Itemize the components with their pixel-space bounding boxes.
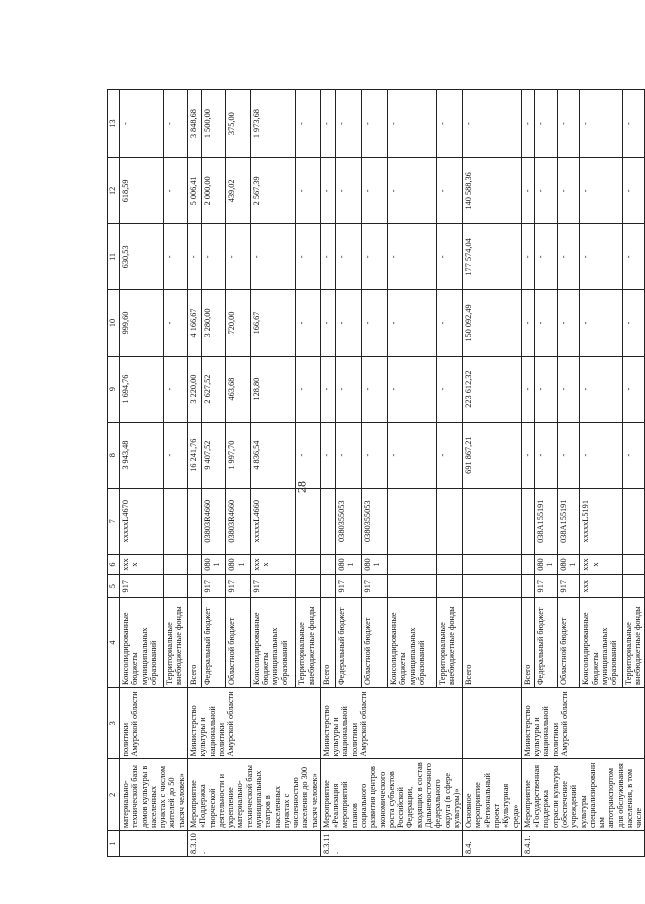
value-cell-c8: 3 943,48 [120,422,164,488]
value-cell-c10: - [388,290,437,356]
value-cell-c7 [463,488,522,554]
header-cell: 11 [108,224,120,290]
value-cell-c13: - [296,90,321,158]
value-cell-c11: - [622,224,645,290]
value-cell-c5 [622,575,645,598]
value-cell-c8: 1 997,70 [226,422,250,488]
value-cell-c11: - [557,224,580,290]
value-cell-c5 [521,575,534,598]
header-cell: 3 [108,688,120,760]
value-cell-c12: - [580,158,622,224]
value-cell-c5 [164,575,188,598]
value-cell-c7: xxxxxL5191 [580,488,622,554]
header-cell: 7 [108,488,120,554]
value-cell-c10: - [580,290,622,356]
value-cell-c11: - [534,224,557,290]
value-cell-c9: 1 694,76 [120,356,164,422]
value-cell-c5: 917 [557,575,580,598]
value-cell-c11: - [436,224,462,290]
value-cell-c13: - [388,90,437,158]
value-cell-c10: - [296,290,321,356]
value-cell-c11: - [296,224,321,290]
value-cell-c5: 917 [534,575,557,598]
value-cell-c6 [296,554,321,575]
rotated-table-container [107,89,644,857]
value-cell-c7: 038A155191 [534,488,557,554]
value-cell-c8: - [580,422,622,488]
value-cell-c9: - [534,356,557,422]
value-cell-c10: - [534,290,557,356]
value-cell-c8: - [320,422,335,488]
value-cell-c12: 5 006,41 [187,158,201,224]
value-cell-c10: 3 280,00 [201,290,225,356]
value-cell-c11: 177 574,04 [463,224,522,290]
value-cell-c7 [187,488,201,554]
value-cell-c11: - [201,224,225,290]
value-cell-c6 [622,554,645,575]
value-cell-c6: 0801 [534,554,557,575]
value-cell-c5: 917 [120,575,164,598]
value-cell-c6 [320,554,335,575]
funding-source: Всего [187,598,201,688]
value-cell-c6 [521,554,534,575]
value-cell-c11: - [335,224,361,290]
value-cell-c11: - [187,224,201,290]
value-cell-c10: - [622,290,645,356]
value-cell-c12: - [534,158,557,224]
funding-source: Территориальные внебюджетные фонды [436,598,462,688]
value-cell-c9: 128,80 [250,356,296,422]
value-cell-c8: - [362,422,388,488]
value-cell-c6 [164,554,188,575]
value-cell-c12: 2 567,39 [250,158,296,224]
value-cell-c9: - [335,356,361,422]
value-cell-c9: - [521,356,534,422]
value-cell-c9: - [320,356,335,422]
value-cell-c12: - [557,158,580,224]
value-cell-c13: - [320,90,335,158]
value-cell-c5: xxx [580,575,622,598]
value-cell-c6: 0801 [226,554,250,575]
value-cell-c10: - [362,290,388,356]
value-cell-c13: 1 500,00 [201,90,225,158]
value-cell-c9: - [557,356,580,422]
value-cell-c8: 4 836,54 [250,422,296,488]
value-cell-c6 [388,554,437,575]
header-cell: 9 [108,356,120,422]
value-cell-c12: - [335,158,361,224]
value-cell-c12: 2 000,00 [201,158,225,224]
value-cell-c8: - [521,422,534,488]
value-cell-c5: 917 [226,575,250,598]
row-activity-name: Мероприятие «Реализация мероприятий планов социального развития центров экономического роста субъектов Российской Федерации, входящих в состав Дальневосточного федерального округа (в сфере культуры)» [320,759,462,831]
value-cell-c5: 917 [250,575,296,598]
header-cell: 1 [108,831,120,857]
value-cell-c7: 0380355053 [335,488,361,554]
value-cell-c11: - [250,224,296,290]
value-cell-c12: - [388,158,437,224]
value-cell-c6: 0801 [335,554,361,575]
row-executor: Министерство культуры и национальной политики Амурской области [320,688,462,760]
value-cell-c7: xxxxxL4660 [250,488,296,554]
value-cell-c5 [436,575,462,598]
funding-source: Территориальные внебюджетные фонды [622,598,645,688]
table-row [320,90,335,857]
value-cell-c7: 038A155191 [557,488,580,554]
value-cell-c6: xxxx [120,554,164,575]
value-cell-c8: 9 407,52 [201,422,225,488]
value-cell-c13: - [463,90,522,158]
header-cell: 2 [108,759,120,831]
header-cell: 5 [108,575,120,598]
value-cell-c6: 0801 [201,554,225,575]
value-cell-c10: - [436,290,462,356]
header-cell: 8 [108,422,120,488]
value-cell-c13: - [164,90,188,158]
value-cell-c6: xxxx [580,554,622,575]
row-code: 8.4. [463,831,522,857]
value-cell-c7 [320,488,335,554]
value-cell-c9: - [580,356,622,422]
value-cell-c12: - [521,158,534,224]
value-cell-c10: 150 092,49 [463,290,522,356]
funding-source: Областной бюджет [226,598,250,688]
table-row [120,90,164,857]
value-cell-c8: - [335,422,361,488]
value-cell-c8: - [622,422,645,488]
row-executor [463,688,522,760]
value-cell-c13: - [120,90,164,158]
value-cell-c12: - [320,158,335,224]
value-cell-c5 [187,575,201,598]
value-cell-c6 [436,554,462,575]
row-code: 8.3.10. [187,831,320,857]
value-cell-c7 [436,488,462,554]
value-cell-c5 [296,575,321,598]
value-cell-c11: - [226,224,250,290]
header-cell: 6 [108,554,120,575]
value-cell-c8: - [534,422,557,488]
value-cell-c11: - [580,224,622,290]
page-number: 28 [294,481,309,493]
value-cell-c8: - [388,422,437,488]
header-cell: 13 [108,90,120,158]
funding-source: Федеральный бюджет [534,598,557,688]
value-cell-c12: - [622,158,645,224]
value-cell-c9: - [362,356,388,422]
value-cell-c9: - [388,356,437,422]
funding-source: Территориальные внебюджетные фонды [296,598,321,688]
value-cell-c12: - [362,158,388,224]
funding-source: Федеральный бюджет [201,598,225,688]
value-cell-c13: - [580,90,622,158]
value-cell-c7 [521,488,534,554]
value-cell-c10: 4 166,67 [187,290,201,356]
value-cell-c12: - [436,158,462,224]
value-cell-c6: 0801 [362,554,388,575]
value-cell-c7 [388,488,437,554]
value-cell-c8: - [296,422,321,488]
value-cell-c7 [296,488,321,554]
funding-source: Федеральный бюджет [335,598,361,688]
value-cell-c13: - [436,90,462,158]
funding-source: Консолидированные бюджеты муниципальных образований [388,598,437,688]
value-cell-c13: - [534,90,557,158]
budget-table [107,89,645,857]
value-cell-c8: - [557,422,580,488]
value-cell-c11: - [320,224,335,290]
value-cell-c6: 0801 [557,554,580,575]
value-cell-c10: - [557,290,580,356]
value-cell-c5 [388,575,437,598]
value-cell-c12: - [296,158,321,224]
value-cell-c13: - [335,90,361,158]
funding-source: Областной бюджет [362,598,388,688]
value-cell-c10: - [164,290,188,356]
value-cell-c5: 917 [335,575,361,598]
value-cell-c11: - [388,224,437,290]
value-cell-c6: xxxx [250,554,296,575]
row-activity-name: Мероприятие «Поддержка творческой деятельности и укрепление материально-технической базы муниципальных театров в населенных пунктах с численностью населения до 300 тысяч человек» [187,759,320,831]
value-cell-c5 [463,575,522,598]
value-cell-c13: - [362,90,388,158]
value-cell-c9: - [436,356,462,422]
row-code: 8.3.11. [320,831,462,857]
value-cell-c7: 03803R4660 [201,488,225,554]
value-cell-c8: - [436,422,462,488]
value-cell-c13: 3 848,68 [187,90,201,158]
value-cell-c13: 375,00 [226,90,250,158]
value-cell-c6 [463,554,522,575]
funding-source: Областной бюджет [557,598,580,688]
header-cell: 4 [108,598,120,688]
funding-source: Консолидированные бюджеты муниципальных образований [250,598,296,688]
value-cell-c10: 720,00 [226,290,250,356]
value-cell-c12: 618,59 [120,158,164,224]
value-cell-c9: - [164,356,188,422]
row-activity-name: материально-технической базы домов культуры в населенных пунктах с числом жителей до 50 тысяч человек» [120,759,188,831]
value-cell-c8: 16 241,76 [187,422,201,488]
header-cell: 12 [108,158,120,224]
value-cell-c7 [164,488,188,554]
value-cell-c10: 999,60 [120,290,164,356]
value-cell-c12: 140 588,36 [463,158,522,224]
value-cell-c9: 223 612,32 [463,356,522,422]
header-cell: 10 [108,290,120,356]
value-cell-c7 [622,488,645,554]
value-cell-c6 [187,554,201,575]
row-activity-name: Основное мероприятие «Региональный проект «Культурная среда» [463,759,522,831]
funding-source: Всего [463,598,522,688]
value-cell-c12: 439,02 [226,158,250,224]
value-cell-c9: - [622,356,645,422]
row-executor: политики Амурской области [120,688,188,760]
value-cell-c13: - [557,90,580,158]
funding-source: Всего [320,598,335,688]
table-row [187,90,201,857]
row-code: 8.4.1. [521,831,645,857]
value-cell-c9: 3 220,00 [187,356,201,422]
header-row [108,90,120,857]
value-cell-c8: 691 867,21 [463,422,522,488]
value-cell-c9: - [296,356,321,422]
funding-source: Всего [521,598,534,688]
value-cell-c10: - [335,290,361,356]
value-cell-c8: - [164,422,188,488]
value-cell-c7: 0380355053 [362,488,388,554]
value-cell-c11: 630,53 [120,224,164,290]
value-cell-c11: - [362,224,388,290]
value-cell-c13: 1 973,68 [250,90,296,158]
row-code [120,831,188,857]
value-cell-c5 [320,575,335,598]
value-cell-c5: 917 [362,575,388,598]
value-cell-c9: 2 627,52 [201,356,225,422]
row-executor: Министерство культуры и национальной политики Амурской области [521,688,645,760]
value-cell-c13: - [521,90,534,158]
row-executor: Министерство культуры и национальной политики Амурской области [187,688,320,760]
value-cell-c11: - [164,224,188,290]
value-cell-c10: 166,67 [250,290,296,356]
value-cell-c12: - [164,158,188,224]
value-cell-c10: - [320,290,335,356]
funding-source: Консолидированные бюджеты муниципальных образований [120,598,164,688]
table-row [463,90,522,857]
row-activity-name: Мероприятие «Государственная поддержка отрасли культуры (обеспечение учреждений культуры специализированным автотранспортом для обслуживания населения, в том числе [521,759,645,831]
funding-source: Территориальные внебюджетные фонды [164,598,188,688]
table-row [521,90,534,857]
value-cell-c7: xxxxxL4670 [120,488,164,554]
value-cell-c9: 463,68 [226,356,250,422]
funding-source: Консолидированные бюджеты муниципальных образований [580,598,622,688]
value-cell-c11: - [521,224,534,290]
value-cell-c13: - [622,90,645,158]
value-cell-c10: - [521,290,534,356]
value-cell-c5: 917 [201,575,225,598]
value-cell-c7: 03803R4660 [226,488,250,554]
